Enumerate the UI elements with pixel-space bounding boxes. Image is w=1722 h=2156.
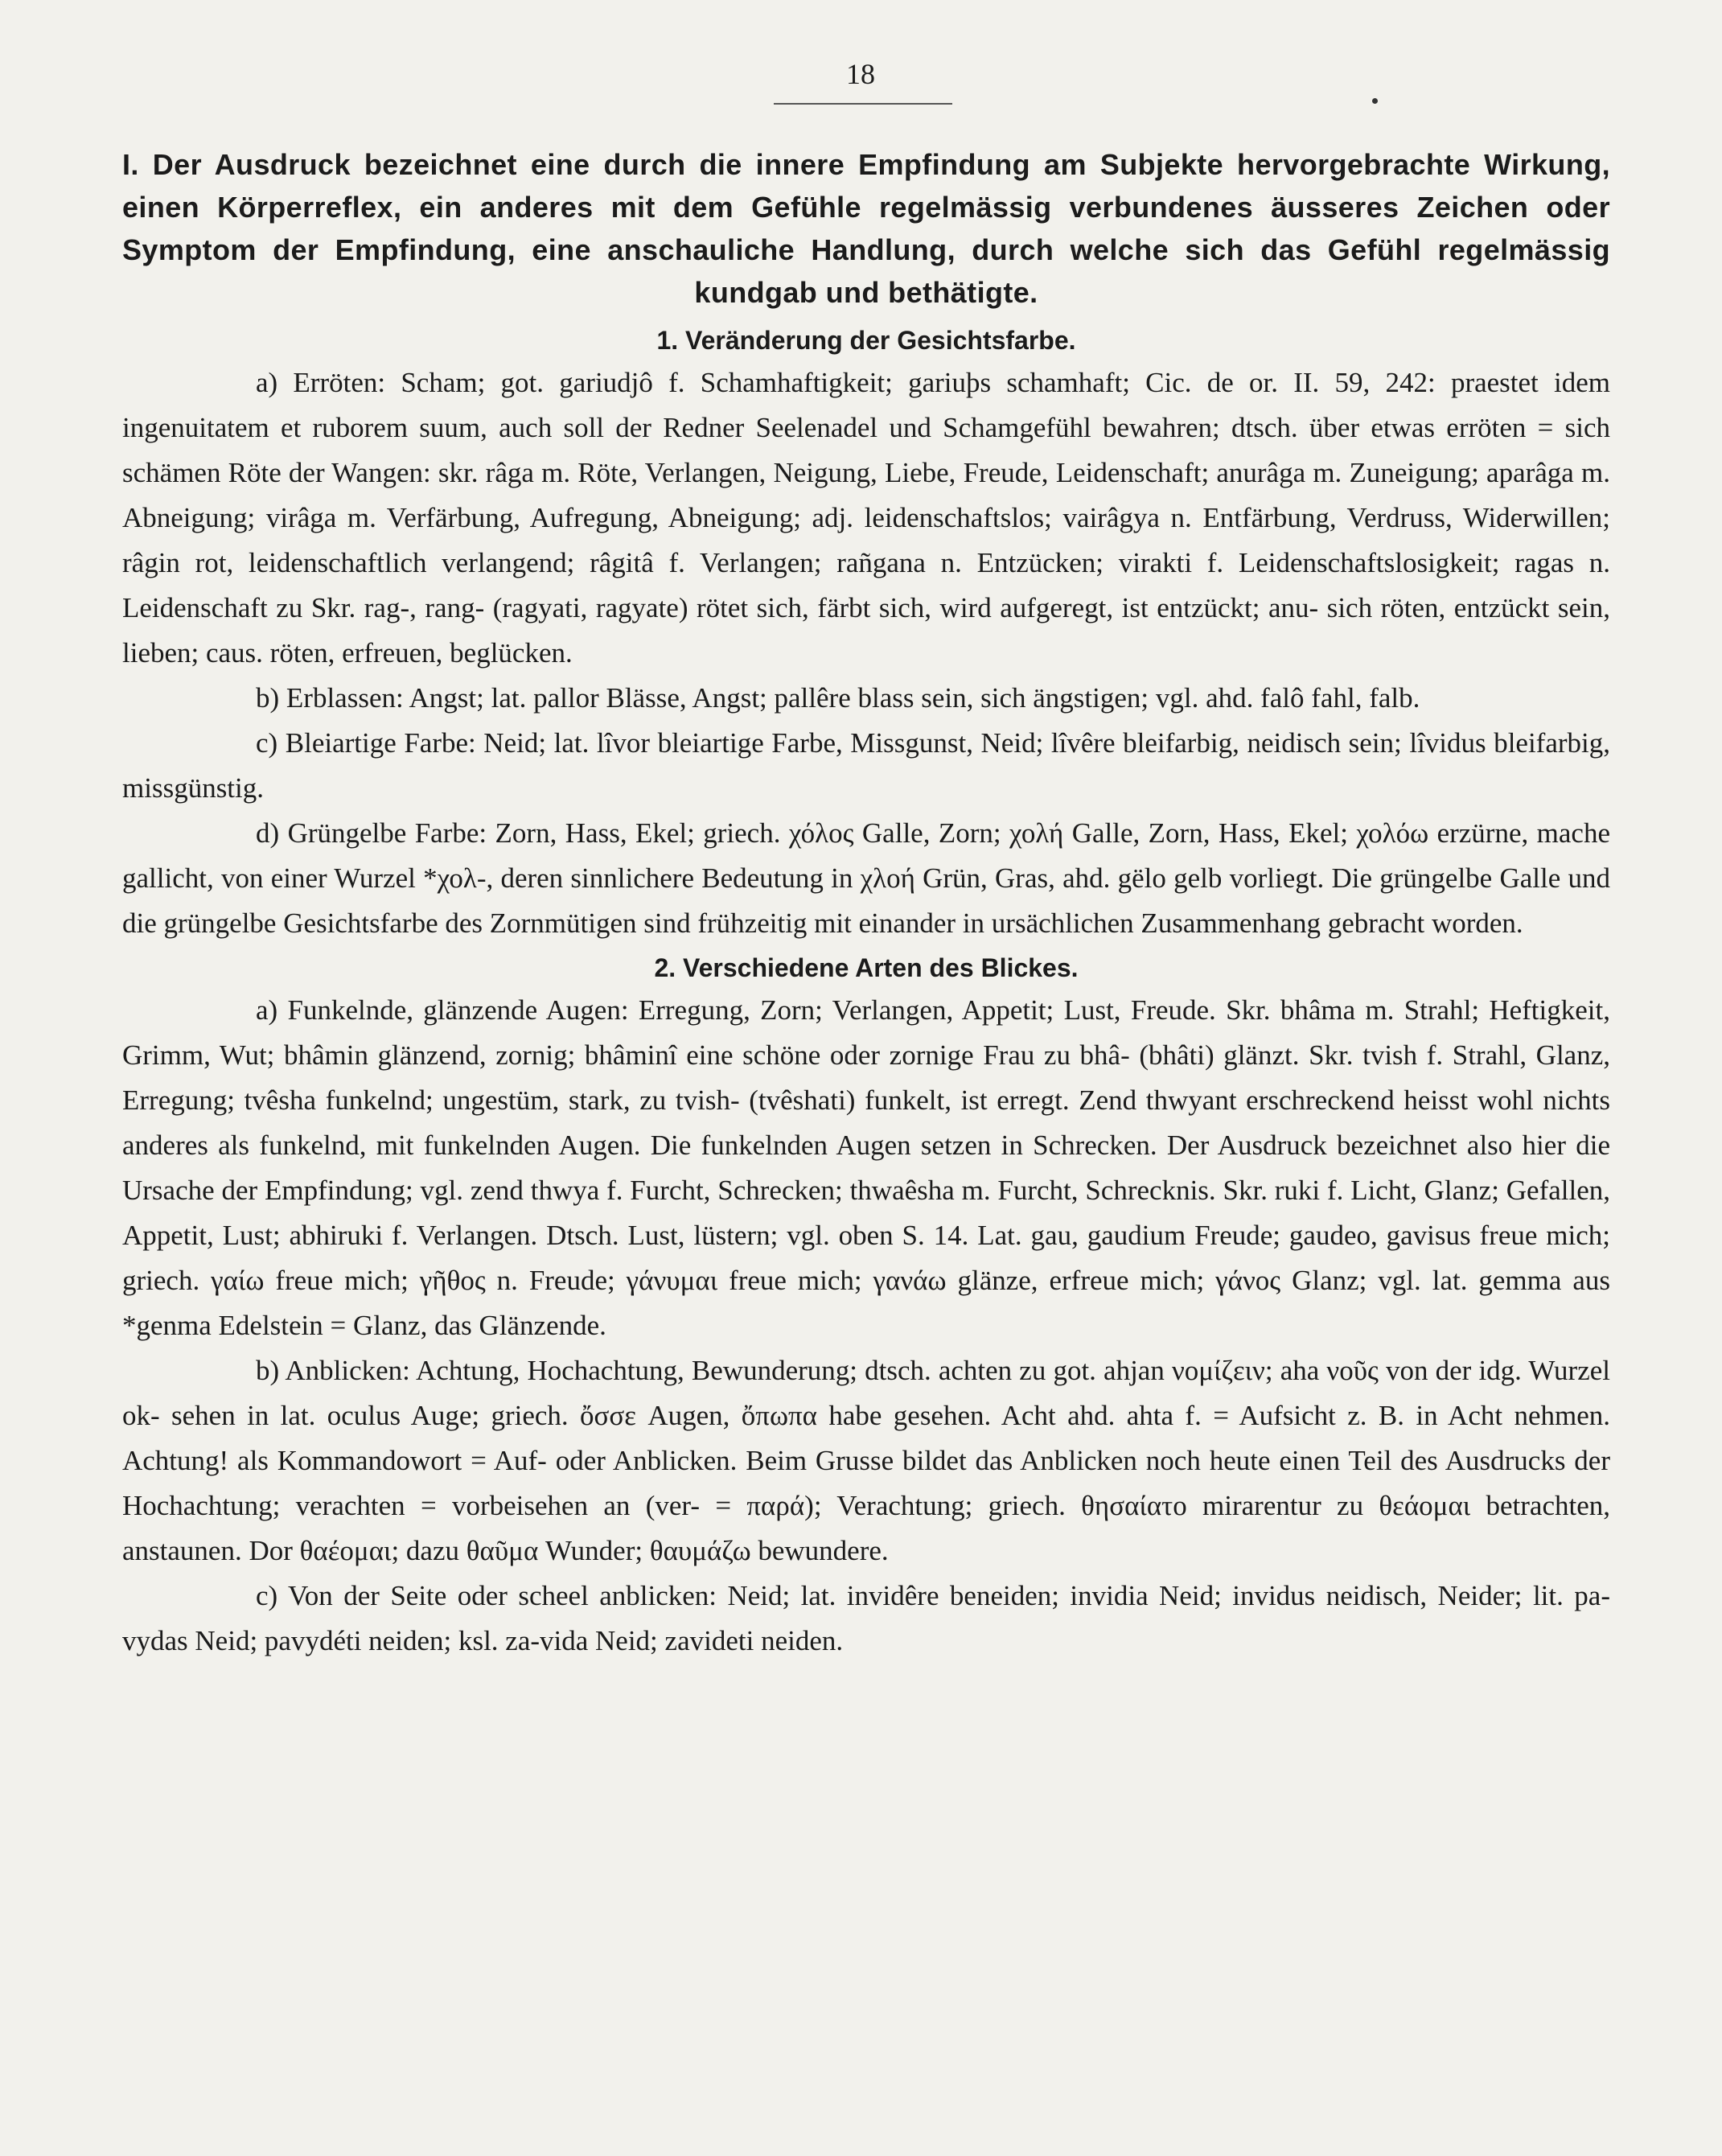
section-2-paragraph-a: a) Funkelnde, glänzende Augen: Erregung, Zorn; Verlangen, Appetit; Lust, Freude. Skr. bhâma m. Strahl; Heftigkeit, Grimm, Wut; bhâmin glänzend, zornig; bhâminî eine schöne oder zornige Frau zu bhâ- (bhâti) glänzt. Skr. tvish f. Strahl, Glanz, Erregung; tvêsha funkelnd; ungestüm, stark, zu tvish- (tvêshati) funkelt, ist erregt. Zend thwyant erschreckend heisst wohl nichts anderes als funkelnd, mit funkelnden Augen. Die funkelnden Augen setzen in Schrecken. Der Ausdruck bezeichnet also hier die Ursache der Empfindung; vgl. zend thwya f. Furcht, Schrecken; thwaêsha m. Furcht, Schrecknis. Skr. ruki f. Licht, Glanz; Gefallen, Appetit, Lust; abhiruki f. Verlangen. Dtsch. Lust, lüstern; vgl. oben S. 14. Lat. gau, gaudium Freude; gaudeo, gavisus freue mich; griech. γαίω freue mich; γῆθος n. Freude; γάνυμαι freue mich; γανάω glänze, erfreue mich; γάνος Glanz; vgl. lat. gemma aus *genma Edelstein = Glanz, das Glänzende. bbox=[122, 994, 1610, 1341]
section-2-title: 2. Verschiedene Arten des Blickes. bbox=[654, 953, 1079, 982]
section-1-title: 1. Veränderung der Gesichtsfarbe. bbox=[656, 326, 1076, 355]
page-number: 18 bbox=[846, 58, 875, 90]
page-number-rule bbox=[774, 103, 952, 105]
section-1-paragraph-d: d) Grüngelbe Farbe: Zorn, Hass, Ekel; griech. χόλος Galle, Zorn; χολή Galle, Zorn, Hass, Ekel; χολόω erzürne, mache gallicht, von einer Wurzel *χολ-, deren sinnlichere Bedeutung in χλοή Grün, Gras, ahd. gëlo gelb vorliegt. Die grüngelbe Galle und die grüngelbe Gesichtsfarbe des Zornmütigen sind frühzeitig mit einander in ursächlichen Zusammenhang gebracht worden. bbox=[122, 817, 1610, 939]
section-2-paragraph-b: b) Anblicken: Achtung, Hochachtung, Bewunderung; dtsch. achten zu got. ahjan νομίζειν; aha νοῦς von der idg. Wurzel ok- sehen in lat. oculus Auge; griech. ὄσσε Augen, ὄπωπα habe gesehen. Acht ahd. ahta f. = Aufsicht z. B. in Acht nehmen. Achtung! als Kommandowort = Auf- oder Anblicken. Beim Grusse bildet das Anblicken noch heute einen Teil des Ausdrucks der Hochachtung; verachten = vorbeisehen an (ver- = παρά); Verachtung; griech. θησαίατο mirarentur zu θεάομαι betrachten, anstaunen. Dor θαέομαι; dazu θαῦμα Wunder; θαυμάζω bewundere. bbox=[122, 1355, 1610, 1566]
chapter-heading: I. Der Ausdruck bezeichnet eine durch die innere Empfindung am Subjekte hervorgebrachte Wirkung, einen Körperreflex, ein anderes mit dem Gefühle regelmässig verbundenes äusseres Zeichen oder Symptom der Empfindung, eine anschauliche Handlung, durch welche sich das Gefühl regelmässig kundgab und bethätigte. bbox=[122, 148, 1610, 309]
section-2-paragraph-c: c) Von der Seite oder scheel anblicken: Neid; lat. invidêre beneiden; invidia Neid; invidus neidisch, Neider; lit. pa-vydas Neid; pavydéti neiden; ksl. za-vida Neid; zavideti neiden. bbox=[122, 1580, 1610, 1656]
section-1-paragraph-c: c) Bleiartige Farbe: Neid; lat. lîvor bleiartige Farbe, Missgunst, Neid; lîvêre bleifarbig, neidisch sein; lîvidus bleifarbig, missgünstig. bbox=[122, 727, 1610, 804]
section-1-paragraph-b: b) Erblassen: Angst; lat. pallor Blässe, Angst; pallêre blass sein, sich ängstigen; vgl. ahd. falô fahl, falb. bbox=[256, 682, 1420, 714]
section-1-paragraph-a: a) Erröten: Scham; got. gariudjô f. Schamhaftigkeit; gariuþs schamhaft; Cic. de or. II. 59, 242: praestet idem ingenuitatem et ruborem suum, auch soll der Redner Seelenadel und Schamgefühl bewahren; dtsch. über etwas erröten = sich schämen Röte der Wangen: skr. râga m. Röte, Verlangen, Neigung, Liebe, Freude, Leidenschaft; anurâga m. Zuneigung; aparâga m. Abneigung; virâga m. Verfärbung, Aufregung, Abneigung; adj. leidenschaftslos; vairâgya n. Entfärbung, Verdruss, Widerwillen; râgin rot, leidenschaftlich verlangend; râgitâ f. Verlangen; rañgana n. Entzücken; virakti f. Leidenschaftslosigkeit; ragas n. Leidenschaft zu Skr. rag-, rang- (ragyati, ragyate) rötet sich, färbt sich, wird aufgeregt, ist entzückt; anu- sich röten, entzückt sein, lieben; caus. röten, erfreuen, beglücken. bbox=[122, 367, 1610, 669]
page-body bbox=[122, 143, 1610, 1664]
print-speck bbox=[1372, 98, 1378, 104]
